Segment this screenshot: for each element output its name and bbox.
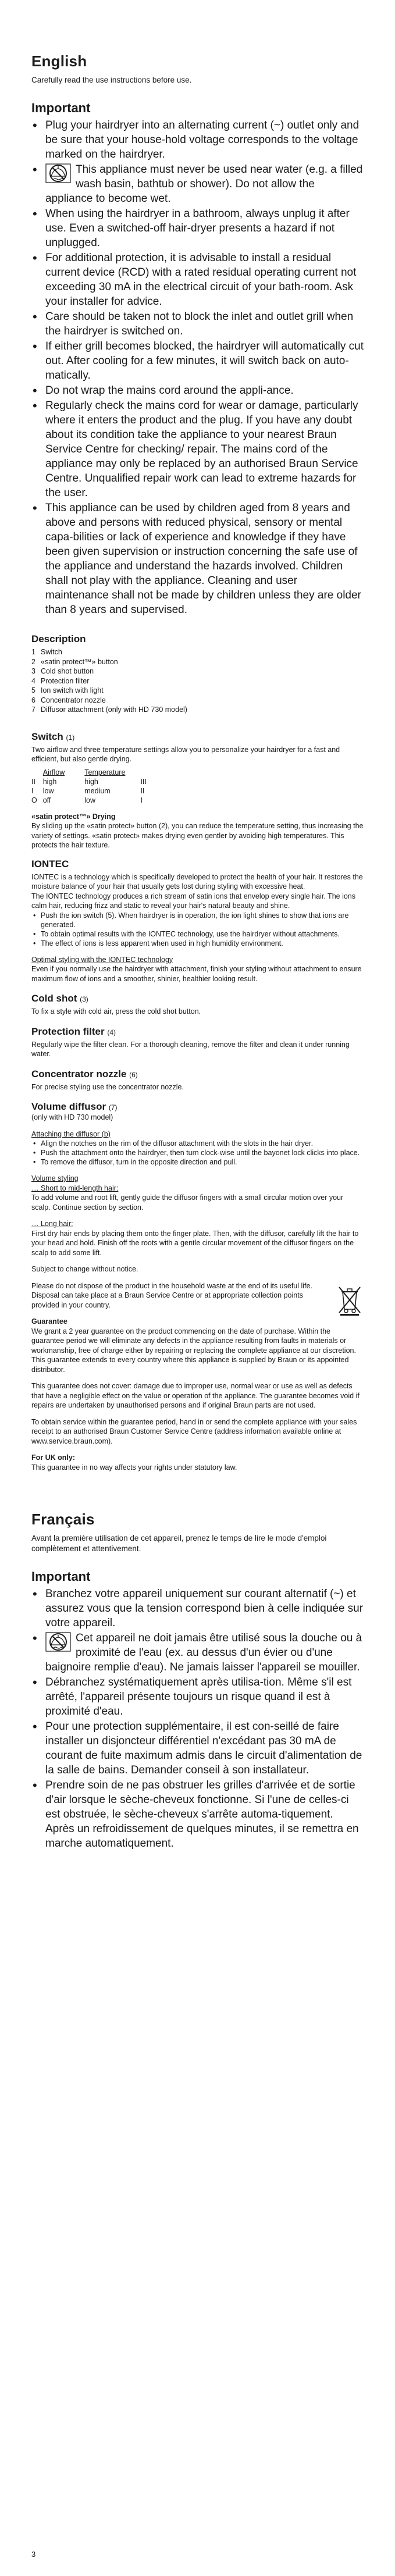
section-title-francais: Français [31,1510,95,1528]
attach-list [31,1139,364,1167]
important-item: • When using the hairdryer in a bathroom, always unplug it after use. Even a switched-off hair-dryer presents a hazard if not unplugged. [31,206,364,250]
important-list-fr [31,1587,364,1851]
filter-text: Regularly wipe the filter clean. For a thorough cleaning, remove the filter and clean it under running water. [31,1040,350,1058]
guarantee-paragraph: We grant a 2 year guarantee on the product commencing on the date of purchase. Within the guarantee period we will eliminate any defects in the appliance resulting from faults in materials or workmanship, free of charge either by repairing or replacing the complete appliance at our discretion. This guarantee extends to every country where this appliance is supplied by Braun or its appointed distributor. [31,1327,356,1374]
column-header-airflow: Airflow [42,768,65,776]
important-item: • Débranchez systématiquement après utilisa-tion. Même s'il est arrêté, l'appareil présente toujours un risque quand il est à proximité d'eau. [31,1675,364,1719]
iontec-paragraph: IONTEC is a technology which is specifically developed to protect the health of your hair. It restores the moisture balance of your hair that usually gets lost during styling with excessive heat. [31,872,363,890]
important-item: • Branchez votre appareil uniquement sur courant alternatif (~) et assurez vous que la tension correspond bien à celle indiquée sur votre appareil. [31,1587,364,1630]
list-item: • To remove the diffusor, turn in the opposite direction and pull. [31,1157,364,1167]
switch-heading: Switch (1) [31,731,75,742]
switch-settings-table [31,768,152,805]
description-item: 1 Switch [31,648,62,656]
subject-to-change: Subject to change without notice. [31,1265,138,1273]
important-item: • Care should be taken not to block the inlet and outlet grill when the hairdryer is switched on. [31,309,364,339]
section-title-english: English [31,52,87,70]
optimal-heading: Optimal styling with the IONTEC technology [31,955,173,964]
important-item: • Do not wrap the mains cord around the appli-ance. [31,383,364,398]
important-heading: Important [31,101,91,115]
table-row: I low medium II [31,786,145,795]
important-item-water [31,162,364,206]
coldshot-text: To fix a style with cold air, press the cold shot button. [31,1007,201,1016]
list-item: • Align the notches on the rim of the diffusor attachment with the slots in the hair dryer. [31,1139,364,1148]
list-item: • To obtain optimal results with the IONTEC technology, use the hairdryer without attachments. [31,929,364,939]
nozzle-heading: Concentrator nozzle (6) [31,1068,138,1079]
description-item: 3 Cold shot button [31,667,94,675]
no-water-warning-icon [45,163,71,183]
short-hair-text: To add volume and root lift, gently guide the diffusor fingers with a small circular motion over your scalp. Continue section by section. [31,1193,344,1212]
switch-text: Two airflow and three temperature settings allow you to personalize your hairdryer for a fast and efficient, but also gentle drying. [31,745,340,763]
list-item: • Push the ion switch (5). When hairdryer is in operation, the ion light shines to show that ions are generated. [31,911,364,929]
iontec-paragraph: The IONTEC technology produces a rich stream of satin ions that envelop every single hair. The ions calm hair, reducing frizz and static to reveal your hair's natural beauty and shine. [31,892,356,910]
nozzle-text: For precise styling use the concentrator nozzle. [31,1082,184,1091]
iontec-list [31,911,364,948]
table-row: O off low I [31,796,143,804]
uk-text: This guarantee in no way affects your rights under statutory law. [31,1463,237,1472]
optimal-text: Even if you normally use the hairdryer with attachment, finish your styling without attachment to ensure maximum flow of ions and a smoother, shinier, healthier looking result. [31,965,362,983]
important-heading-fr: Important [31,1569,91,1584]
important-item: • For additional protection, it is advisable to install a residual current device (RCD) with a rated residual operating current not exceeding 30 mA in the electrical circuit of your bath-room. Ask your installer for advice. [31,251,364,309]
satin-heading: «satin protect™» Drying [31,812,116,821]
list-item: • Push the attachment onto the hairdryer, then turn clock-wise until the bayonet lock clicks into place. [31,1148,364,1157]
important-item: • If either grill becomes blocked, the hairdryer will automatically cut out. After cooling for a few minutes, it will switch back on auto-matically. [31,339,364,383]
guarantee-paragraph: This guarantee does not cover: damage due to improper use, normal wear or use as well as defects that have a negligible effect on the value or operation of the appliance. The guarantee becomes void if repairs are undertaken by unauthorised persons and if original Braun parts are not used. [31,1382,360,1409]
crossed-out-bin-icon [336,1284,364,1316]
description-item: 6 Concentrator nozzle [31,696,106,704]
important-item: • This appliance can be used by children aged from 8 years and above and persons with reduced physical, sensory or mental capa-bilities or lack of experience and knowledge if they have been given supervision or instruction concerning the safe use of the appliance and understand the hazards involved. Children shall not play with the appliance. Cleaning and user maintenance shall not be made by children unless they are older than 8 years and supervised. [31,501,364,617]
column-header-temperature: Temperature [84,768,126,776]
long-hair-heading: … Long hair: [31,1220,73,1228]
list-item: • The effect of ions is less apparent when used in high humidity environment. [31,939,364,948]
description-item: 4 Protection filter [31,676,90,685]
description-list [31,647,364,715]
important-item-text: This appliance must never be used near water (e.g. a filled wash basin, bathtub or shower). Do not allow the appliance to become wet. [45,163,363,205]
volume-heading: Volume styling [31,1174,79,1182]
description-item: 5 Ion switch with light [31,686,104,694]
table-header-row [31,768,152,777]
coldshot-heading: Cold shot (3) [31,993,88,1004]
diffusor-heading: Volume diffusor (7) [31,1101,118,1112]
iontec-heading: IONTEC [31,858,69,870]
table-row: II high high III [31,777,147,786]
page-number: 3 [31,2550,36,2559]
satin-text: By sliding up the «satin protect» button (2), you can reduce the temperature setting, thus increasing the variety of settings. «satin protect» makes drying even gentler by avoiding high temperatures. This protects the hair texture. [31,822,364,849]
intro-text-fr: Avant la première utilisation de cet appareil, prenez le temps de lire le mode d'emploi complètement et attentivement. [31,1534,327,1553]
important-item-text: Cet appareil ne doit jamais être utilisé sous la douche ou à proximité de l'eau (ex. au dessus d'un évier ou d'une baignoire remplie d'eau). Ne jamais laisser l'appareil se mouiller. [45,1632,362,1673]
diffusor-subtitle: (only with HD 730 model) [31,1113,113,1121]
description-item: 2 «satin protect™» button [31,657,118,666]
important-item: • Regularly check the mains cord for wear or damage, particularly where it enters the product and the plug. If you have any doubt about its condition take the appliance to your nearest Braun Service Centre for checking/ repair. The mains cord of the appliance may only be replaced by an authorised Braun Service Centre. Unqualified repair work can lead to extreme hazards for the user. [31,398,364,500]
attach-heading: Attaching the diffusor (b) [31,1130,111,1138]
guarantee-paragraph: To obtain service within the guarantee period, hand in or send the complete appliance with your sales receipt to an authorised Braun Customer Service Centre (address information available online at www.service.braun.com). [31,1417,357,1445]
short-hair-heading: … Short to mid-length hair: [31,1184,119,1192]
important-item: • Pour une protection supplémentaire, il est con-seillé de faire installer un disjoncteur différentiel n'excédant pas 30 mA de courant de fuite maximum admis dans le circuit d'alimentation de la salle de bains. Demander conseil à son installateur. [31,1719,364,1777]
filter-heading: Protection filter (4) [31,1025,116,1037]
disposal-block [31,1281,364,1310]
description-item: 7 Diffusor attachment (only with HD 730 model) [31,706,187,714]
no-water-warning-icon [45,1632,71,1652]
important-list [31,118,364,617]
important-item-water [31,1631,364,1674]
description-heading: Description [31,633,86,644]
intro-text: Carefully read the use instructions before use. [31,76,192,84]
uk-heading: For UK only: [31,1453,75,1462]
disposal-text: Please do not dispose of the product in the household waste at the end of its useful life. Disposal can take place at a Braun Service Centre or at appropriate collection points provided in your country. [31,1281,312,1309]
important-item: • Prendre soin de ne pas obstruer les grilles d'arrivée et de sortie d'air lorsque le sèche-cheveux fonctionne. Si l'une de celles-ci est obstruée, le sèche-cheveux s'arrête automa-tiquement. Après un refroidissement de quelques minutes, il se remettra en marche automatiquement. [31,1778,364,1851]
important-item: • Plug your hairdryer into an alternating current (~) outlet only and be sure that your house-hold voltage corresponds to the voltage marked on the hairdryer. [31,118,364,162]
guarantee-heading: Guarantee [31,1317,67,1326]
long-hair-text: First dry hair ends by placing them onto the finger plate. Then, with the diffusor, carefully lift the hair to your head and hold. Finish off the roots with a gentle circular movement of the diffusor fingers on the scalp to add some lift. [31,1229,359,1257]
